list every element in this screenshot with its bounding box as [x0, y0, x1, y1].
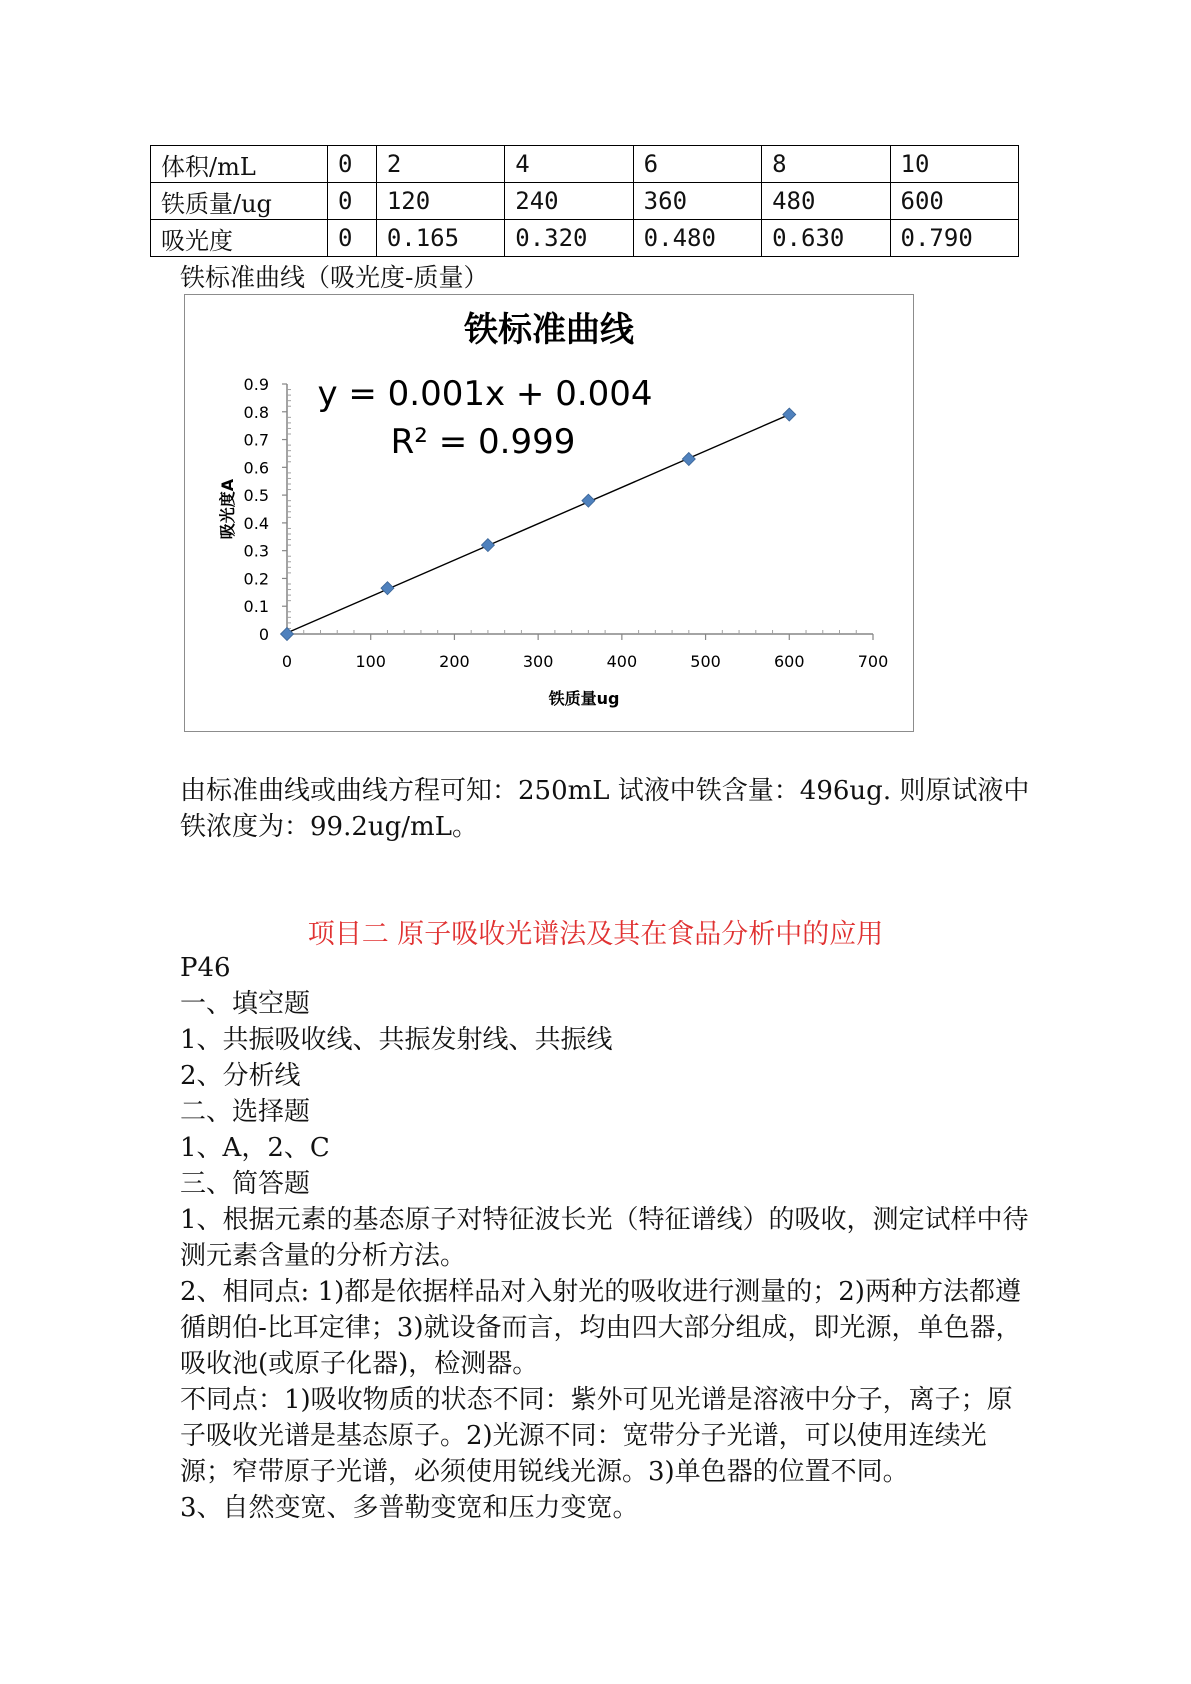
r-squared-label: R² = 0.999: [390, 422, 576, 462]
y-tick-label: 0.3: [243, 541, 269, 561]
table-row: [151, 220, 1019, 257]
result-paragraph: 由标准曲线或曲线方程可知：250mL 试液中铁含量：496ug. 则原试液中铁浓度为：99.2ug/mL。: [180, 776, 1030, 842]
answer-line: 1、根据元素的基态原子对特征波长光（特征谱线）的吸收，测定试样中待测元素含量的分析方法。: [180, 1205, 1029, 1271]
table-row: [151, 183, 1019, 220]
table-cell: 6: [633, 146, 761, 183]
x-tick-label: 500: [690, 652, 721, 671]
chart-caption: 铁标准曲线（吸光度-质量）: [180, 263, 489, 292]
table-cell: 0: [328, 146, 377, 183]
table-cell: 4: [505, 146, 633, 183]
table-cell: 480: [762, 183, 890, 220]
table-cell: 120: [376, 183, 504, 220]
y-axis-label: 吸光度A: [218, 478, 237, 540]
standard-curve-chart: [185, 295, 913, 731]
answer-line: 2、分析线: [180, 1061, 301, 1091]
table-row-header: 吸光度: [151, 220, 328, 257]
answer-line: 二、选择题: [180, 1097, 311, 1127]
data-point: [381, 582, 394, 595]
table-cell: 2: [376, 146, 504, 183]
table-row: [151, 146, 1019, 183]
data-point: [481, 539, 494, 552]
answer-line: 1、A，2、C: [180, 1133, 330, 1163]
x-tick-label: 300: [522, 652, 554, 671]
answer-line: 三、简答题: [180, 1169, 311, 1199]
y-tick-label: 0.4: [243, 513, 269, 533]
table-cell: 600: [890, 183, 1018, 220]
table-cell: 0.480: [633, 220, 761, 257]
table-cell: 0.165: [376, 220, 504, 257]
x-axis-label: 铁质量ug: [548, 689, 620, 708]
y-tick-label: 0.2: [243, 569, 269, 589]
answer-line: 1、共振吸收线、共振发射线、共振线: [180, 1025, 613, 1055]
table-cell: 8: [762, 146, 890, 183]
y-tick-label: 0.7: [243, 430, 269, 450]
table-cell: 360: [633, 183, 761, 220]
chart-title: 铁标准曲线: [464, 310, 634, 350]
data-point: [281, 628, 294, 641]
answer-line: 3、自然变宽、多普勒变宽和压力变宽。: [180, 1493, 639, 1523]
table-cell: 0.790: [890, 220, 1018, 257]
equation-label: y = 0.001x + 0.004: [317, 374, 653, 414]
table-row-header: 铁质量/ug: [151, 183, 328, 220]
y-tick-label: 0.8: [243, 402, 269, 422]
data-point: [682, 453, 695, 466]
answer-line: P46: [180, 953, 231, 983]
table-row-header: 体积/mL: [151, 146, 328, 183]
table-cell: 0: [328, 183, 377, 220]
y-tick-label: 0.9: [243, 375, 269, 394]
table-cell: 0: [328, 220, 377, 257]
x-tick-label: 600: [774, 652, 805, 671]
table-cell: 0.630: [762, 220, 890, 257]
x-tick-label: 0: [281, 652, 293, 671]
y-tick-label: 0.6: [243, 458, 269, 478]
table-cell: 240: [505, 183, 633, 220]
table-cell: 10: [890, 146, 1018, 183]
y-tick-label: 0.1: [243, 597, 269, 617]
x-tick-label: 100: [355, 652, 386, 671]
x-tick-label: 400: [606, 652, 638, 671]
project-title: 项目二 原子吸收光谱法及其在食品分析中的应用: [307, 919, 884, 950]
y-tick-label: 0: [258, 625, 269, 644]
x-tick-label: 700: [857, 652, 889, 671]
data-table: [150, 145, 1019, 257]
answer-line: 一、填空题: [180, 989, 311, 1019]
chart-frame: [184, 294, 914, 732]
answer-line: 2、相同点: 1)都是依据样品对入射光的吸收进行测量的；2)两种方法都遵循朗伯-比耳定律；3)就设备而言，均由四大部分组成，即光源，单色器，吸收池(或原子化器)，检测器。: [180, 1277, 1022, 1379]
answer-lines: [180, 950, 1030, 1526]
data-point: [582, 494, 595, 507]
y-tick-label: 0.5: [243, 486, 269, 506]
table-cell: 0.320: [505, 220, 633, 257]
x-tick-label: 200: [439, 652, 470, 671]
data-point: [783, 408, 796, 421]
answer-line: 不同点：1)吸收物质的状态不同：紫外可见光谱是溶液中分子，离子；原子吸收光谱是基态原子。2)光源不同：宽带分子光谱，可以使用连续光源；窄带原子光谱，必须使用锐线光源。3)单色器的位置不同。: [180, 1385, 1013, 1487]
